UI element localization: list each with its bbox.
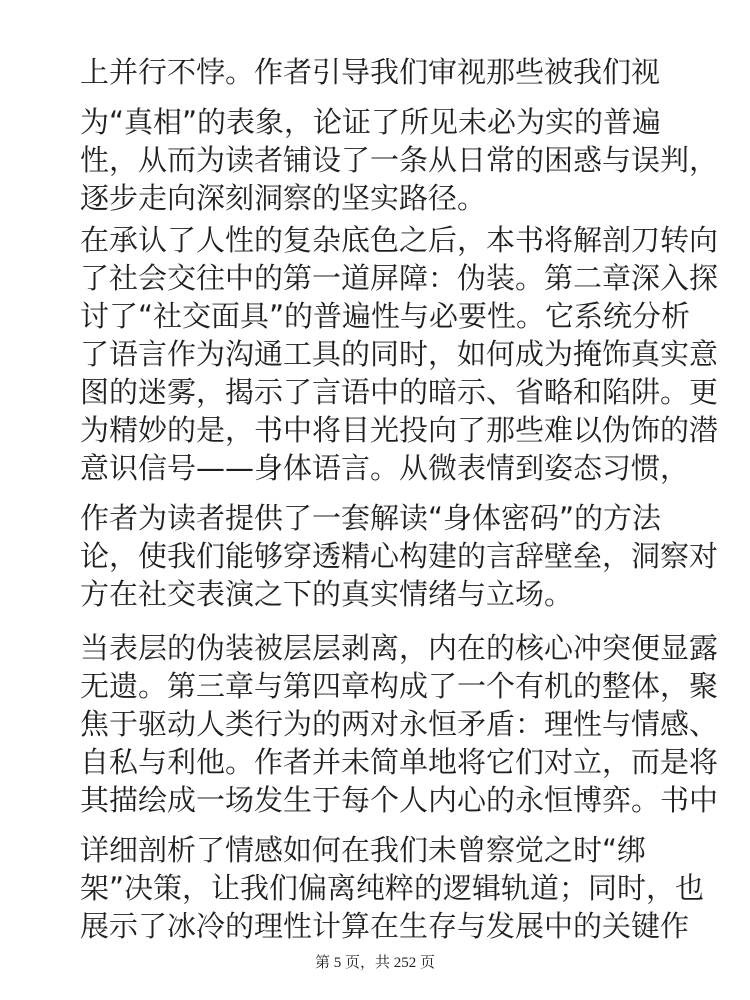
- paragraph-2-line-7: 意识信号——身体语言。从微表情到姿态习惯，: [80, 451, 690, 485]
- paragraph-3-line-4: 自私与利他。作者并未简单地将它们对立，而是将: [80, 745, 719, 779]
- paragraph-3-line-7: 架”决策，让我们偏离纯粹的逻辑轨道；同时，也: [80, 871, 705, 905]
- paragraph-2-line-6: 为精妙的是，书中将目光投向了那些难以伪饰的潜: [80, 413, 719, 447]
- paragraph-3-line-2: 无遗。第三章与第四章构成了一个有机的整体，聚: [80, 669, 719, 703]
- paragraph-2-line-9: 论，使我们能够穿透精心构建的言辞壁垒，洞察对: [80, 539, 719, 573]
- paragraph-1-line-3: 性，从而为读者铺设了一条从日常的困惑与误判，: [80, 143, 719, 177]
- paragraph-2-line-1: 在承认了人性的复杂底色之后，本书将解剖刀转向: [80, 223, 719, 257]
- paragraph-2-line-5: 图的迷雾，揭示了言语中的暗示、省略和陷阱。更: [80, 375, 719, 409]
- paragraph-3-line-3: 焦于驱动人类行为的两对永恒矛盾：理性与情感、: [80, 707, 719, 741]
- paragraph-2-line-8: 作者为读者提供了一套解读“身体密码”的方法: [80, 501, 662, 535]
- paragraph-3-line-6: 详细剖析了情感如何在我们未曾察觉之时“绑: [80, 833, 647, 867]
- paragraph-1-line-1: 上并行不悖。作者引导我们审视那些被我们视: [80, 55, 661, 89]
- paragraph-2-line-3: 讨了“社交面具”的普遍性与必要性。它系统分析: [80, 299, 691, 333]
- paragraph-2-line-10: 方在社交表演之下的真实情绪与立场。: [80, 577, 574, 611]
- paragraph-1-line-4: 逐步走向深刻洞察的坚实路径。: [80, 181, 487, 215]
- paragraph-2-line-4: 了语言作为沟通工具的同时，如何成为掩饰真实意: [80, 337, 719, 371]
- page-number-footer: 第 5 页，共 252 页: [314, 955, 435, 971]
- paragraph-3-line-5: 其描绘成一场发生于每个人内心的永恒博弈。书中: [80, 783, 719, 817]
- paragraph-2-line-2: 了社会交往中的第一道屏障：伪装。第二章深入探: [80, 261, 719, 295]
- paragraph-3-line-1: 当表层的伪装被层层剥离，内在的核心冲突便显露: [80, 631, 719, 665]
- paragraph-3-line-8: 展示了冰冷的理性计算在生存与发展中的关键作: [80, 909, 690, 943]
- paragraph-1-line-2: 为“真相”的表象，论证了所见未必为实的普遍: [80, 105, 662, 139]
